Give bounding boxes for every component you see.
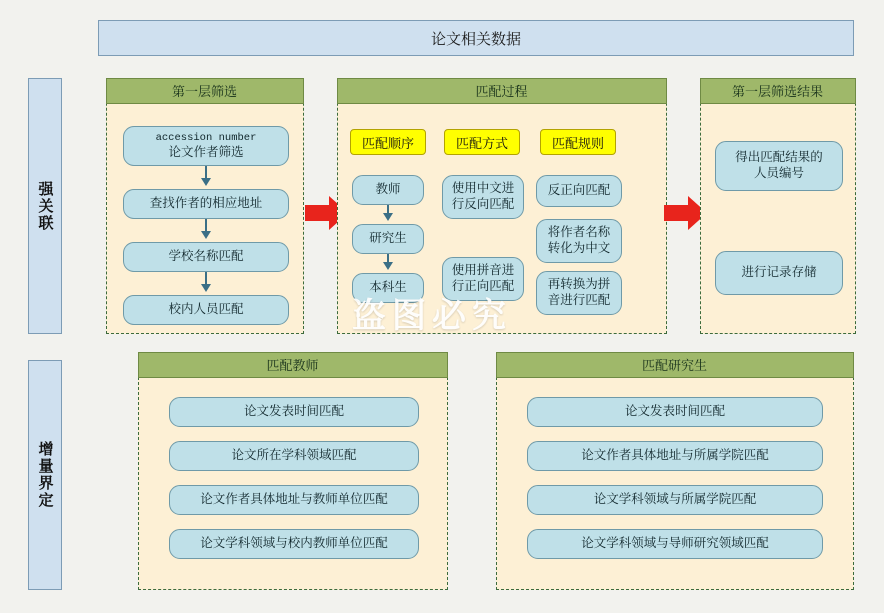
node-campus-person-match[interactable]: 校内人员匹配 — [123, 295, 289, 325]
connector-line — [387, 205, 389, 213]
arrow-down-icon — [383, 262, 393, 270]
node-school-name-match[interactable]: 学校名称匹配 — [123, 242, 289, 272]
connector-line — [387, 254, 389, 262]
node-find-author-address[interactable]: 查找作者的相应地址 — [123, 189, 289, 219]
group-header-first-filter: 第一层筛选 — [106, 78, 304, 104]
node-accession-number[interactable]: accession number 论文作者筛选 — [123, 126, 289, 166]
node-undergraduate[interactable]: 本科生 — [352, 273, 424, 303]
connector-line — [205, 219, 207, 231]
group-match-graduate — [496, 352, 854, 590]
arrow-down-icon — [201, 178, 211, 186]
node-teacher-pub-time-match[interactable]: 论文发表时间匹配 — [169, 397, 419, 427]
node-convert-to-pinyin-match[interactable]: 再转换为拼 音进行匹配 — [536, 271, 622, 315]
chip-match-rule[interactable]: 匹配规则 — [540, 129, 616, 155]
group-header-match-process: 匹配过程 — [337, 78, 667, 104]
node-result-person-id[interactable]: 得出匹配结果的 人员编号 — [715, 141, 843, 191]
page-title: 论文相关数据 — [98, 20, 854, 56]
node-bidirectional-match[interactable]: 反正向匹配 — [536, 175, 622, 207]
chip-match-method[interactable]: 匹配方式 — [444, 129, 520, 155]
node-graduate[interactable]: 研究生 — [352, 224, 424, 254]
side-label-incremental: 增量界定 — [28, 360, 62, 590]
node-grad-field-advisor-match[interactable]: 论文学科领域与导师研究领域匹配 — [527, 529, 823, 559]
arrow-down-icon — [383, 213, 393, 221]
group-match-process — [337, 78, 667, 334]
node-chinese-reverse-match[interactable]: 使用中文进 行反向匹配 — [442, 175, 524, 219]
side-label-strong: 强关联 — [28, 78, 62, 334]
group-header-match-teacher: 匹配教师 — [138, 352, 448, 378]
watermark-text: 盗图必究 — [352, 297, 512, 335]
node-convert-name-to-chinese[interactable]: 将作者名称 转化为中文 — [536, 219, 622, 263]
node-teacher[interactable]: 教师 — [352, 175, 424, 205]
node-teacher-subject-field-match[interactable]: 论文所在学科领域匹配 — [169, 441, 419, 471]
arrow-down-icon — [201, 231, 211, 239]
chip-match-order[interactable]: 匹配顺序 — [350, 129, 426, 155]
node-teacher-address-unit-match[interactable]: 论文作者具体地址与教师单位匹配 — [169, 485, 419, 515]
node-pinyin-forward-match[interactable]: 使用拼音进 行正向匹配 — [442, 257, 524, 301]
node-record-storage[interactable]: 进行记录存储 — [715, 251, 843, 295]
arrow-down-icon — [201, 284, 211, 292]
node-grad-address-college-match[interactable]: 论文作者具体地址与所属学院匹配 — [527, 441, 823, 471]
group-first-filter — [106, 78, 304, 334]
group-first-result — [700, 78, 856, 334]
node-teacher-field-unit-match[interactable]: 论文学科领域与校内教师单位匹配 — [169, 529, 419, 559]
node-grad-field-college-match[interactable]: 论文学科领域与所属学院匹配 — [527, 485, 823, 515]
connector-line — [205, 166, 207, 178]
node-grad-pub-time-match[interactable]: 论文发表时间匹配 — [527, 397, 823, 427]
group-header-first-result: 第一层筛选结果 — [700, 78, 856, 104]
connector-line — [205, 272, 207, 284]
group-header-match-graduate: 匹配研究生 — [496, 352, 854, 378]
group-match-teacher — [138, 352, 448, 590]
